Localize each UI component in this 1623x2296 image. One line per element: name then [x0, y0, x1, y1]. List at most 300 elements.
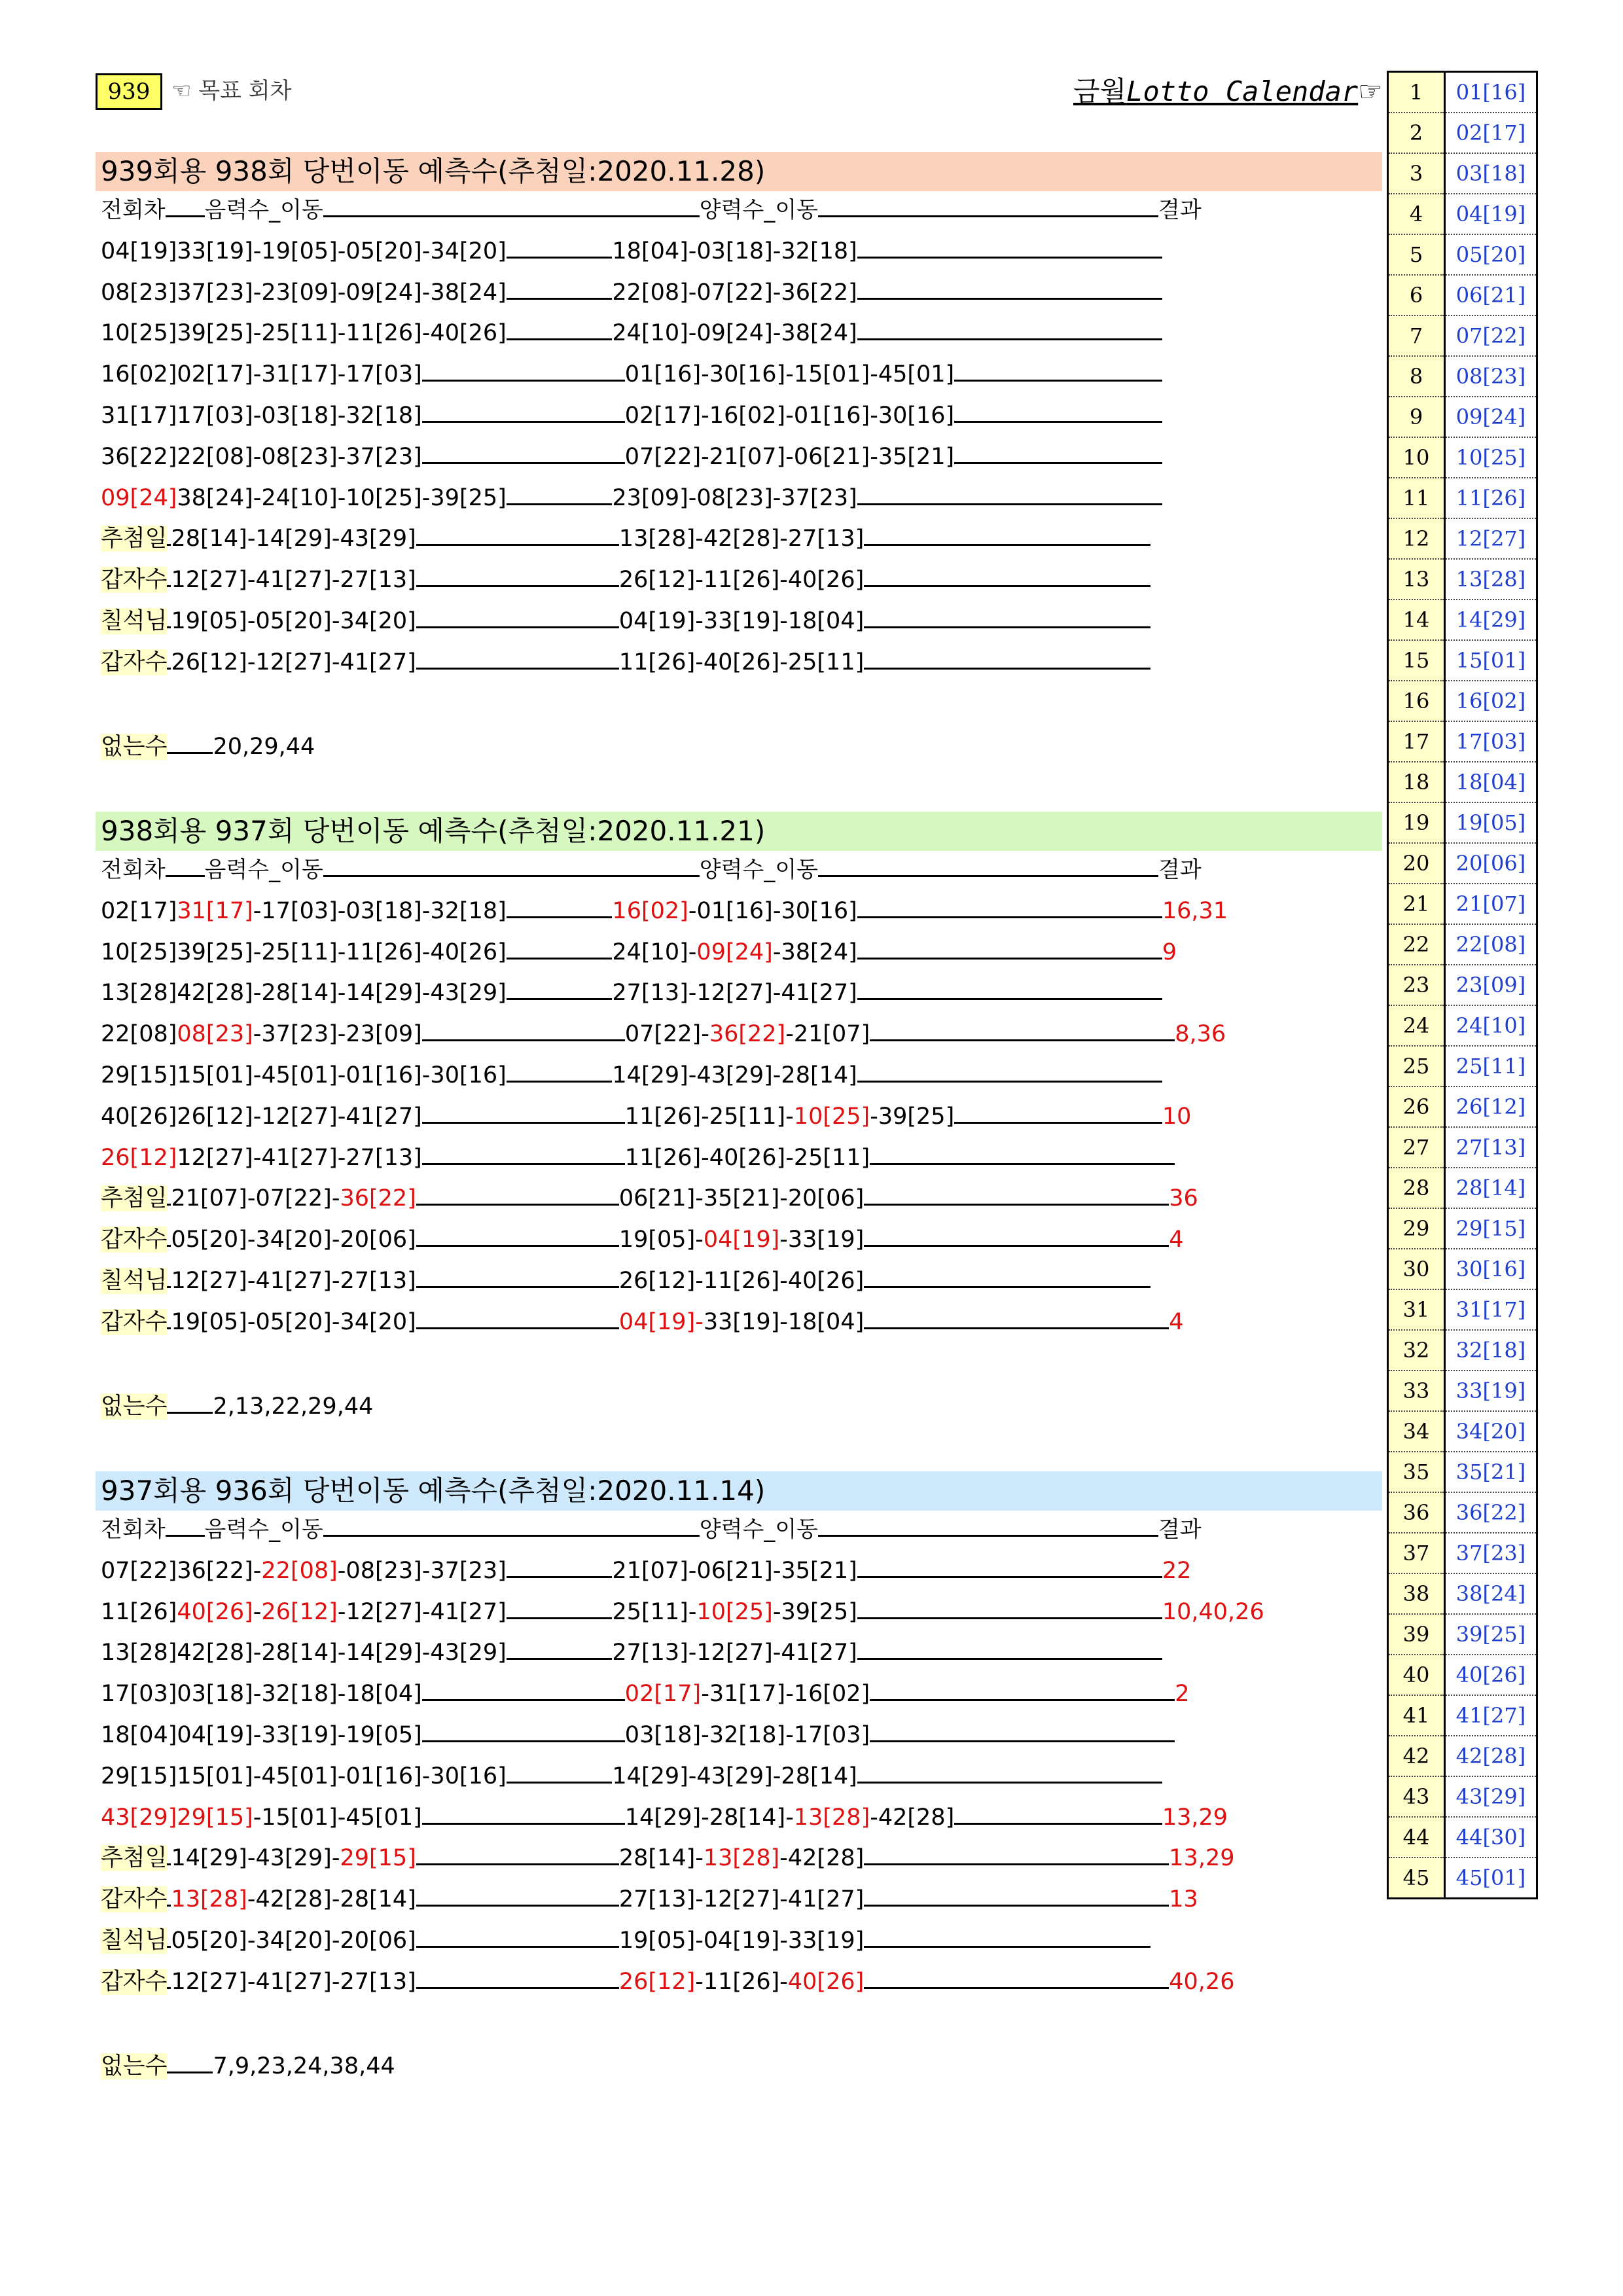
number-text: 24[10]-09[24]-38[24] [612, 320, 857, 347]
result-numbers [1169, 1845, 1234, 1871]
lunar-sequence [177, 1722, 421, 1748]
fill-line [857, 1558, 1162, 1578]
lunar-sequence [177, 320, 506, 346]
section-title: 937회용 936회 당번이동 예측수(추첨일:2020.11.14) [96, 1471, 1382, 1511]
hit-number: 4 [1169, 1227, 1184, 1253]
prediction-row [101, 564, 1150, 596]
calendar-index: 13 [1388, 559, 1445, 600]
row-label [101, 1845, 167, 1871]
lunar-sequence [177, 1640, 506, 1666]
hit-number: 13,29 [1169, 1845, 1235, 1872]
prediction-row [101, 646, 1150, 679]
prediction-row [101, 977, 1162, 1009]
number-text: 05[20]-34[20]-20[06] [171, 1227, 416, 1253]
fill-line [422, 1722, 625, 1742]
number-text: 28[14]- [618, 1845, 704, 1872]
number-text: -42[28] [779, 1845, 865, 1872]
missing-numbers-row [101, 1390, 373, 1423]
calendar-value: 41[27] [1445, 1695, 1537, 1736]
prediction-row [101, 399, 1162, 432]
calendar-row [1388, 1452, 1537, 1492]
calendar-index: 15 [1388, 640, 1445, 681]
number-text: 갑자수 [101, 1886, 168, 1913]
hit-number: 16,31 [1162, 897, 1228, 924]
row-label [101, 361, 177, 387]
calendar-row [1388, 1168, 1537, 1208]
number-text: -42[28] [870, 1804, 955, 1831]
calendar-index: 34 [1388, 1411, 1445, 1452]
number-text: 21[07]-06[21]-35[21] [612, 1557, 857, 1584]
calendar-index: 17 [1388, 721, 1445, 762]
calendar-index: 11 [1388, 478, 1445, 518]
calendar-index: 43 [1388, 1776, 1445, 1817]
fill-line [864, 649, 1150, 670]
col-prev-round: 전회차 [101, 1516, 166, 1543]
calendar-value: 17[03] [1445, 721, 1537, 762]
prediction-row [101, 1677, 1190, 1710]
missing-label: 없는수 [101, 2053, 168, 2080]
calendar-row [1388, 1086, 1537, 1127]
calendar-value: 25[11] [1445, 1046, 1537, 1086]
number-text: -15[01]-45[01] [253, 1804, 422, 1831]
number-text: 04[19] [101, 238, 177, 264]
hit-number: 26[12] [618, 1968, 696, 1995]
calendar-index: 40 [1388, 1655, 1445, 1695]
calendar-row [1388, 437, 1537, 478]
calendar-index: 29 [1388, 1208, 1445, 1249]
row-label [101, 1145, 177, 1171]
hit-number: 9 [1162, 939, 1177, 965]
fill-line [864, 1185, 1169, 1206]
col-prev-round: 전회차 [101, 197, 166, 223]
calendar-row [1388, 1249, 1537, 1289]
number-text: -39[25] [870, 1103, 955, 1130]
solar-sequence [612, 1640, 857, 1666]
number-text: -42[28]-28[14] [247, 1886, 416, 1913]
calendar-value: 13[28] [1445, 559, 1537, 600]
section-title: 939회용 938회 당번이동 예측수(추첨일:2020.11.28) [96, 152, 1382, 191]
number-text: 12[27]-41[27]-27[13] [171, 567, 416, 594]
number-text: 01[16]-30[16]-15[01]-45[01] [624, 361, 955, 388]
hit-number: 40,26 [1169, 1968, 1235, 1995]
prediction-row [101, 1100, 1191, 1133]
fill-line [416, 567, 619, 587]
prediction-row [101, 1842, 1234, 1874]
calendar-index: 6 [1388, 275, 1445, 315]
number-text: 26[12]-11[26]-40[26] [618, 1268, 865, 1294]
fill-line [954, 1103, 1162, 1124]
calendar-value: 30[16] [1445, 1249, 1537, 1289]
calendar-index: 26 [1388, 1086, 1445, 1127]
prediction-row [101, 235, 1162, 268]
fill-line [416, 1309, 619, 1329]
number-text: 19[05]-04[19]-33[19] [618, 1928, 865, 1954]
calendar-row [1388, 1046, 1537, 1086]
fill-line [507, 939, 613, 960]
calendar-value: 21[07] [1445, 884, 1537, 924]
fill-line [864, 1969, 1169, 1989]
fill-line [864, 526, 1150, 546]
row-label [101, 1185, 167, 1211]
calendar-index: 1 [1388, 72, 1445, 113]
hit-number: 10[25] [793, 1103, 870, 1130]
calendar-value: 15[01] [1445, 640, 1537, 681]
calendar-value: 20[06] [1445, 843, 1537, 884]
calendar-value: 08[23] [1445, 356, 1537, 397]
calendar-row [1388, 397, 1537, 437]
cal-prefix: 금월 [1073, 75, 1127, 107]
number-text: -12[27]-41[27] [337, 1598, 507, 1625]
number-text: 11[26]-40[26]-25[11] [624, 1144, 870, 1171]
row-label [101, 1599, 177, 1625]
number-text: 21[07]-07[22]- [171, 1185, 340, 1212]
col-lunar-shift: 음력수_이동 [204, 857, 323, 883]
fill-line [864, 1227, 1169, 1247]
solar-sequence [625, 1021, 870, 1047]
calendar-index: 2 [1388, 113, 1445, 153]
hit-number: 36[22] [340, 1185, 416, 1212]
calendar-row [1388, 1127, 1537, 1168]
fill-line [857, 1640, 1162, 1660]
row-label [101, 939, 177, 965]
hit-number: 31[17] [177, 897, 253, 924]
solar-sequence [619, 1928, 864, 1954]
fill-line [507, 238, 613, 259]
number-text: 04[19]-33[19]-18[04] [618, 608, 865, 634]
calendar-value: 06[21] [1445, 275, 1537, 315]
solar-sequence [619, 1969, 864, 1995]
lunar-sequence [171, 1309, 416, 1335]
hit-number: 36[22] [709, 1021, 786, 1048]
calendar-value: 02[17] [1445, 113, 1537, 153]
calendar-value: 29[15] [1445, 1208, 1537, 1249]
target-round-label: ☜ 목표 회차 [171, 78, 292, 104]
number-text: 36[22]- [177, 1557, 262, 1584]
number-text: 22[08]-07[22]-36[22] [612, 279, 857, 306]
number-text: 07[22]- [624, 1021, 709, 1048]
solar-sequence [625, 1804, 954, 1831]
solar-sequence [619, 649, 864, 675]
solar-sequence [612, 279, 857, 306]
number-text: 갑자수 [101, 1227, 168, 1253]
calendar-index: 3 [1388, 153, 1445, 194]
prediction-row [101, 1760, 1162, 1793]
calendar-row [1388, 965, 1537, 1005]
lunar-sequence [177, 361, 421, 387]
lunar-sequence [171, 1886, 416, 1912]
calendar-row [1388, 1736, 1537, 1776]
col-solar-shift: 양력수_이동 [699, 197, 819, 223]
column-headers [101, 194, 1202, 226]
fill-line [416, 1886, 619, 1907]
solar-sequence [612, 1763, 857, 1789]
lunar-sequence [177, 898, 506, 924]
number-text: 추첨일 [101, 526, 168, 552]
calendar-row [1388, 113, 1537, 153]
lunar-sequence [177, 1599, 506, 1625]
solar-sequence [619, 1886, 864, 1912]
solar-sequence [612, 898, 857, 924]
calendar-value: 39[25] [1445, 1614, 1537, 1655]
number-text: -21[07] [785, 1021, 870, 1048]
prediction-row [101, 276, 1162, 309]
fill-line [870, 1021, 1175, 1041]
result-numbers [1169, 1309, 1183, 1335]
row-label [101, 567, 167, 593]
number-text: 07[22] [101, 1557, 177, 1584]
calendar-value: 22[08] [1445, 924, 1537, 965]
solar-sequence [625, 361, 954, 387]
calendar-index: 42 [1388, 1736, 1445, 1776]
calendar-row [1388, 315, 1537, 356]
lunar-sequence [177, 1062, 506, 1088]
target-round-input[interactable]: 939 [96, 73, 162, 110]
row-label [101, 320, 177, 346]
prediction-row [101, 1883, 1198, 1916]
lunar-sequence [171, 1928, 416, 1954]
calendar-row [1388, 1614, 1537, 1655]
fill-line [416, 1969, 619, 1989]
fill-line [954, 444, 1162, 464]
number-text: 19[05]-05[20]-34[20] [171, 608, 416, 634]
solar-sequence [625, 403, 954, 429]
fill-line [864, 1309, 1169, 1329]
fill-line [507, 1062, 613, 1083]
number-text: 17[03] [101, 1681, 177, 1708]
hit-number: 4 [1169, 1308, 1184, 1335]
calendar-value: 40[26] [1445, 1655, 1537, 1695]
prediction-row [101, 1265, 1150, 1297]
prediction-row [101, 482, 1162, 514]
fill-line [954, 361, 1162, 382]
number-text: 갑자수 [101, 567, 168, 594]
number-text: 12[27]-41[27]-27[13] [171, 1268, 416, 1294]
calendar-row [1388, 72, 1537, 113]
lunar-sequence [171, 1845, 416, 1871]
number-text: -38[24] [772, 939, 857, 965]
number-text: 27[13]-12[27]-41[27] [612, 1640, 857, 1666]
calendar-index: 4 [1388, 194, 1445, 234]
calendar-index: 32 [1388, 1330, 1445, 1371]
number-text: 11[26] [101, 1598, 177, 1625]
result-numbers [1162, 1599, 1264, 1625]
solar-sequence [625, 444, 954, 470]
calendar-value: 19[05] [1445, 802, 1537, 843]
calendar-value: 45[01] [1445, 1857, 1537, 1899]
fill-line [422, 444, 625, 464]
fill-line [422, 1804, 625, 1825]
hit-number: 09[24] [101, 484, 177, 511]
calendar-index: 31 [1388, 1289, 1445, 1330]
number-text: 18[04]-03[18]-32[18] [612, 238, 857, 264]
calendar-index: 14 [1388, 600, 1445, 640]
missing-values: 7,9,23,24,38,44 [213, 2053, 395, 2080]
hit-number: 04[19]- [618, 1308, 704, 1335]
calendar-index: 35 [1388, 1452, 1445, 1492]
calendar-value: 11[26] [1445, 478, 1537, 518]
hit-number: 40[26] [787, 1968, 865, 1995]
fill-line [954, 1804, 1162, 1825]
solar-sequence [619, 567, 864, 593]
calendar-index: 36 [1388, 1492, 1445, 1533]
solar-sequence [619, 1227, 864, 1253]
calendar-index: 41 [1388, 1695, 1445, 1736]
calendar-row [1388, 884, 1537, 924]
hit-number: 22[08] [261, 1557, 338, 1584]
calendar-row [1388, 1005, 1537, 1046]
row-label [101, 1309, 167, 1335]
hit-number: 36 [1169, 1185, 1198, 1212]
calendar-index: 10 [1388, 437, 1445, 478]
number-text: 29[15] [101, 1062, 177, 1088]
lunar-sequence [177, 980, 506, 1006]
calendar-value: 33[19] [1445, 1371, 1537, 1411]
lunar-sequence [177, 1681, 421, 1707]
number-text: 10[25] [101, 939, 177, 965]
fill-line [167, 1393, 213, 1414]
row-label [101, 1722, 177, 1748]
calendar-index: 8 [1388, 356, 1445, 397]
calendar-value: 16[02] [1445, 681, 1537, 721]
number-text: 14[29]-28[14]- [624, 1804, 794, 1831]
section-title: 938회용 937회 당번이동 예측수(추첨일:2020.11.21) [96, 812, 1382, 851]
lunar-sequence [177, 939, 506, 965]
calendar-row [1388, 1330, 1537, 1371]
calendar-value: 18[04] [1445, 762, 1537, 802]
solar-sequence [619, 1845, 864, 1871]
col-lunar-shift: 음력수_이동 [204, 197, 323, 223]
column-headers [101, 1513, 1202, 1546]
fill-line [167, 2053, 213, 2073]
calendar-value: 37[23] [1445, 1533, 1537, 1573]
fill-line [507, 320, 613, 340]
hit-number: 8,36 [1175, 1021, 1226, 1048]
calendar-row [1388, 1655, 1537, 1695]
fill-line [857, 1599, 1162, 1619]
fill-line [422, 361, 625, 382]
solar-sequence [612, 1558, 857, 1584]
col-result: 결과 [1158, 857, 1202, 883]
fill-line [416, 1185, 619, 1206]
calendar-index: 20 [1388, 843, 1445, 884]
lunar-sequence [171, 1227, 416, 1253]
missing-numbers-row [101, 2050, 395, 2083]
result-numbers [1169, 1227, 1183, 1253]
calendar-value: 23[09] [1445, 965, 1537, 1005]
lunar-sequence [177, 279, 506, 306]
fill-line [507, 1763, 613, 1784]
col-prev-round: 전회차 [101, 857, 166, 883]
pointing-hand-icon: ☞ [1358, 75, 1383, 107]
solar-sequence [625, 1722, 870, 1748]
fill-line [507, 1640, 613, 1660]
number-text: 27[13]-12[27]-41[27] [612, 980, 857, 1007]
number-text: 14[29]-43[29]-28[14] [612, 1763, 857, 1789]
row-label [101, 526, 167, 552]
calendar-value: 31[17] [1445, 1289, 1537, 1330]
fill-line [416, 526, 619, 546]
number-text: 08[23] [101, 279, 177, 306]
lunar-sequence [171, 1969, 416, 1995]
fill-line [507, 980, 613, 1000]
fill-line [870, 1681, 1175, 1701]
number-text: 25[11]- [612, 1598, 697, 1625]
lunar-sequence [171, 1268, 416, 1294]
lunar-sequence [177, 403, 421, 429]
calendar-index: 12 [1388, 518, 1445, 559]
number-text: 06[21]-35[21]-20[06] [618, 1185, 865, 1212]
fill-line [416, 649, 619, 670]
prediction-row [101, 1182, 1198, 1215]
fill-line [166, 197, 205, 217]
solar-sequence [612, 1599, 857, 1625]
fill-line [870, 1145, 1175, 1165]
number-text: 12[27]-41[27]-27[13] [171, 1968, 416, 1995]
row-label [101, 444, 177, 470]
calendar-row [1388, 924, 1537, 965]
fill-line [818, 857, 1158, 877]
fill-line [323, 857, 700, 877]
result-numbers [1162, 939, 1177, 965]
lunar-sequence [177, 485, 506, 511]
lotto-calendar-title [1073, 72, 1383, 111]
number-text: 11[26]-40[26]-25[11] [618, 649, 865, 675]
solar-sequence [612, 320, 857, 346]
lunar-sequence [177, 1021, 421, 1047]
col-solar-shift: 양력수_이동 [699, 1516, 819, 1543]
fill-line [416, 1928, 619, 1948]
calendar-index: 38 [1388, 1573, 1445, 1614]
calendar-value: 01[16] [1445, 72, 1537, 113]
calendar-row [1388, 600, 1537, 640]
row-label [101, 1763, 177, 1789]
calendar-row [1388, 275, 1537, 315]
fill-line [507, 1558, 613, 1578]
row-label [101, 1103, 177, 1130]
hit-number: 10[25] [696, 1598, 773, 1625]
calendar-value: 38[24] [1445, 1573, 1537, 1614]
row-label [101, 238, 177, 264]
number-text: 13[28]-42[28]-27[13] [618, 526, 865, 552]
calendar-row [1388, 1857, 1537, 1899]
calendar-value: 42[28] [1445, 1736, 1537, 1776]
number-text: 15[01]-45[01]-01[16]-30[16] [177, 1062, 507, 1088]
solar-sequence [625, 1103, 954, 1130]
calendar-index: 30 [1388, 1249, 1445, 1289]
fill-line [857, 279, 1162, 300]
calendar-row [1388, 234, 1537, 275]
calendar-index: 25 [1388, 1046, 1445, 1086]
fill-line [507, 1599, 613, 1619]
calendar-row [1388, 681, 1537, 721]
calendar-index: 28 [1388, 1168, 1445, 1208]
number-text: 10[25] [101, 320, 177, 347]
number-text: -33[19] [779, 1227, 865, 1253]
calendar-index: 33 [1388, 1371, 1445, 1411]
number-text: 40[26] [101, 1103, 177, 1130]
number-text: 31[17] [101, 403, 177, 429]
number-text: 39[25]-25[11]-11[26]-40[26] [177, 939, 507, 965]
row-label [101, 1227, 167, 1253]
number-text: 추첨일 [101, 1845, 168, 1872]
calendar-value: 27[13] [1445, 1127, 1537, 1168]
calendar-index: 18 [1388, 762, 1445, 802]
calendar-row [1388, 1371, 1537, 1411]
fill-line [416, 1227, 619, 1247]
fill-line [857, 1763, 1162, 1784]
prediction-row [101, 1018, 1226, 1050]
calendar-index: 37 [1388, 1533, 1445, 1573]
